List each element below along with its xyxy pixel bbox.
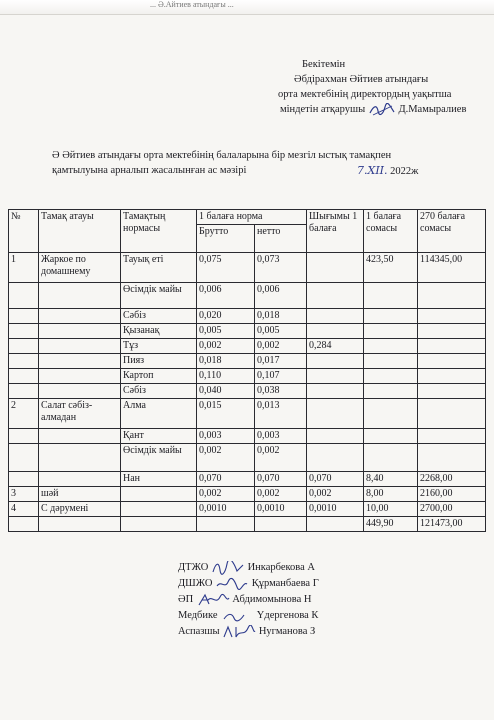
signature-row [178,560,319,576]
table-cell: 0,006 [197,283,255,309]
table-cell: 0,015 [197,399,255,429]
approval-line-4 [278,102,466,117]
table-cell: 0,002 [255,444,307,472]
table-cell: 0,107 [255,369,307,384]
table-cell [39,369,121,384]
table-cell: 0,018 [255,309,307,324]
table-cell [39,384,121,399]
signature-name: Үдергенова К [256,610,319,621]
torn-paper-edge [0,0,494,15]
approval-line-1: Бекітемін [302,59,346,70]
handwritten-signature [211,561,245,575]
table-cell [9,369,39,384]
table-cell: Сәбіз [121,384,197,399]
table-cell: 0,038 [255,384,307,399]
table-cell: Өсімдік майы [121,283,197,309]
table-cell [418,369,486,384]
director-name: Д.Мамыралиев [398,104,467,115]
table-cell: Алма [121,399,197,429]
table-cell: Нан [121,472,197,487]
table-cell [39,339,121,354]
table-cell: С дәрумені [39,502,121,517]
table-cell: 449,90 [364,517,418,532]
table-cell: 423,50 [364,253,418,283]
header-net: нетто [255,225,307,253]
table-cell: 0,073 [255,253,307,283]
signature-row [178,592,319,608]
handwritten-signature [196,593,230,607]
table-cell [307,354,364,369]
table-cell: Тұз [121,339,197,354]
table-cell: 0,006 [255,283,307,309]
header-gross: Брутто [197,225,255,253]
table-cell: 2 [9,399,39,429]
table-cell: 0,005 [197,324,255,339]
table-cell [364,283,418,309]
table-cell: Тауық еті [121,253,197,283]
table-cell [307,517,364,532]
table-cell: Қант [121,429,197,444]
document-date [357,163,418,179]
table-cell [364,369,418,384]
table-cell [307,444,364,472]
signature-name: Құрманбаева Г [251,578,319,589]
signature-position: Аспазшы [178,626,220,637]
table-cell: 0,040 [197,384,255,399]
table-cell: 0,002 [197,339,255,354]
table-cell: 0,070 [255,472,307,487]
table-cell: 114345,00 [418,253,486,283]
table-cell: 0,005 [255,324,307,339]
table-cell [307,399,364,429]
header-price-total: 270 балаға сомасы [418,210,486,253]
table-cell: Пияз [121,354,197,369]
table-cell [121,517,197,532]
table-cell [9,444,39,472]
table-cell: 8,40 [364,472,418,487]
table-cell [9,354,39,369]
header-dish: Тамақ атауы [39,210,121,253]
table-cell [9,517,39,532]
table-cell [39,444,121,472]
table-cell [39,517,121,532]
table-cell: 0,0010 [307,502,364,517]
table-cell: 0,003 [197,429,255,444]
table-cell: 2160,00 [418,487,486,502]
table-cell: 4 [9,502,39,517]
signature-position: Медбике [178,610,218,621]
table-cell: Сәбіз [121,309,197,324]
header-no: № [9,210,39,253]
title-line-1: Ә Әйтиев атындағы орта мектебінің балаларына бір мезгіл ыстық тамақпен [52,150,392,161]
table-cell: 10,00 [364,502,418,517]
table-cell [197,517,255,532]
table-cell: 2268,00 [418,472,486,487]
table-cell [364,384,418,399]
table-cell: Салат сәбіз-алмадан [39,399,121,429]
table-cell: 1 [9,253,39,283]
table-cell [418,399,486,429]
signature-row [178,608,319,624]
table-cell [9,384,39,399]
title-line-2: қамтылуына арналып жасалынған ас мәзірі [52,165,247,176]
header-norm: Тамақтың нормасы [121,210,197,253]
table-cell [418,354,486,369]
table-cell: 0,002 [197,487,255,502]
table-cell [307,369,364,384]
table-cell: 0,017 [255,354,307,369]
signature-name: Абдимомынова Н [232,594,312,605]
table-cell [9,283,39,309]
table-cell [418,384,486,399]
handwritten-signature [220,609,254,623]
table-cell [307,253,364,283]
table-cell [9,324,39,339]
date-suffix: 2022ж [390,166,419,177]
table-cell: 0,110 [197,369,255,384]
table-cell: 0,002 [255,487,307,502]
table-cell [364,399,418,429]
table-cell: Картоп [121,369,197,384]
table-cell: 3 [9,487,39,502]
table-cell [418,283,486,309]
table-cell [364,444,418,472]
table-cell: 0,0010 [197,502,255,517]
table-cell [307,384,364,399]
table-cell: Өсімдік майы [121,444,197,472]
table-cell [121,487,197,502]
header-per-child-norm: 1 балаға норма [197,210,307,225]
handwritten-signature [215,577,249,591]
table-cell [307,309,364,324]
table-cell [39,354,121,369]
date-handwritten: 7.XII. [357,164,388,177]
table-cell [255,517,307,532]
table-cell: 0,070 [197,472,255,487]
table-cell: 0,002 [307,487,364,502]
header-yield: Шығымы 1 балаға [307,210,364,253]
signature-row [178,576,319,592]
table-cell: 0,284 [307,339,364,354]
table-cell [39,472,121,487]
table-cell: Қызанақ [121,324,197,339]
table-cell [307,324,364,339]
signatures-block [178,560,319,640]
table-cell [418,309,486,324]
table-cell: 0,075 [197,253,255,283]
table-cell [307,429,364,444]
signature-position: ӘП [178,594,194,605]
table-cell: шәй [39,487,121,502]
signature-position: ДШЖО [178,578,213,589]
table-cell [418,444,486,472]
table-cell [418,429,486,444]
table-cell [9,309,39,324]
header-fragment: ... Ә.Айтиев атындағы ... [150,0,234,9]
table-cell: 0,070 [307,472,364,487]
table-cell [39,309,121,324]
document-title [52,148,472,178]
table-cell [39,429,121,444]
table-cell [364,354,418,369]
table-cell: 121473,00 [418,517,486,532]
table-cell: 0,002 [255,339,307,354]
approval-line-2: Әбдірахман Әйтиев атындағы [294,74,429,85]
table-cell: 0,003 [255,429,307,444]
table-cell: 0,002 [197,444,255,472]
menu-table [8,209,486,532]
signature-row [178,624,319,640]
signature-position: ДТЖО [178,562,209,573]
table-cell: 0,013 [255,399,307,429]
approval-line-3: орта мектебінің директордың уақытша [278,89,452,100]
table-cell [39,283,121,309]
header-price-one: 1 балаға сомасы [364,210,418,253]
table-cell [9,339,39,354]
table-cell [418,339,486,354]
handwritten-signature [222,625,256,639]
approval-block [278,57,466,117]
approval-role: міндетін атқарушы [280,104,366,115]
table-cell [9,429,39,444]
table-cell: Жаркое по домашнему [39,253,121,283]
table-cell: 0,018 [197,354,255,369]
table-cell: 0,020 [197,309,255,324]
table-cell [364,309,418,324]
table-cell [364,429,418,444]
table-cell [364,339,418,354]
signature-name: Инкарбекова А [247,562,315,573]
table-cell [121,502,197,517]
table-cell [418,324,486,339]
table-cell: 0,0010 [255,502,307,517]
signature-name: Нугманова З [258,626,316,637]
table-cell [39,324,121,339]
table-cell: 2700,00 [418,502,486,517]
table-cell [364,324,418,339]
table-cell [9,472,39,487]
director-signature [368,103,396,117]
table-cell: 8,00 [364,487,418,502]
table-cell [307,283,364,309]
